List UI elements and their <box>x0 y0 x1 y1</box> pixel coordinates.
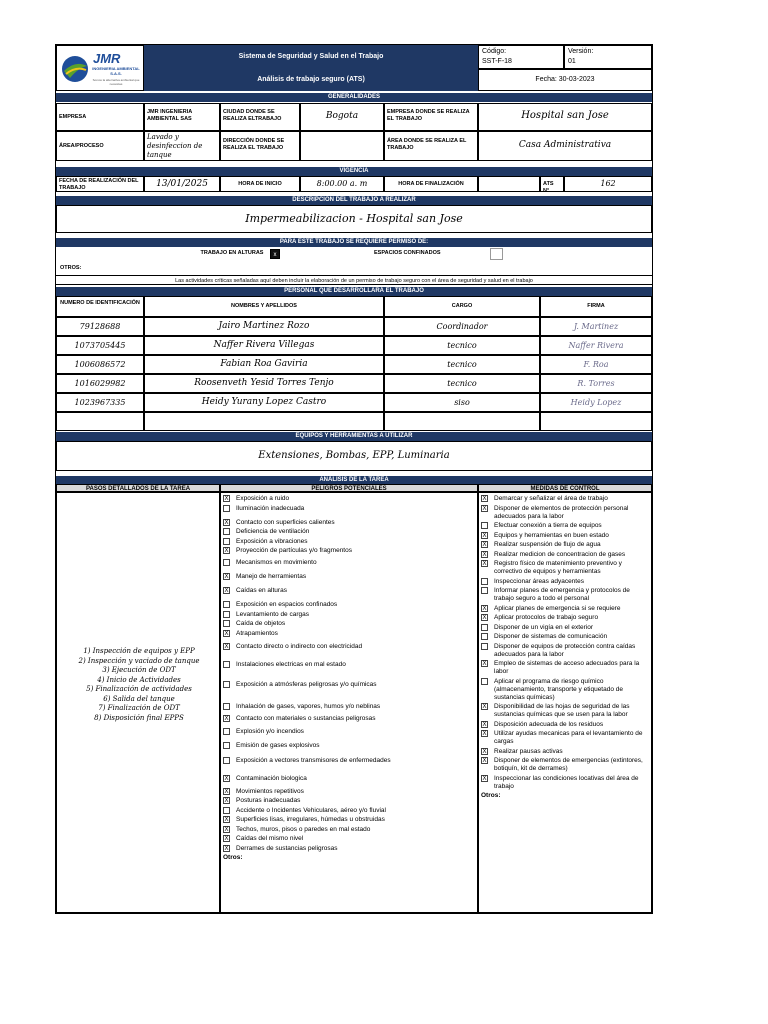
checklist-item <box>223 703 475 711</box>
checklist-item <box>223 538 475 546</box>
checklist-label: Disponibilidad de las hojas de seguridad de las sustancias químicas que se usen para la labor <box>494 703 630 718</box>
checklist-label: Caídas en alturas <box>236 587 287 594</box>
checklist-item <box>223 519 475 527</box>
area-trabajo-value: Casa Administrativa <box>478 131 652 161</box>
checkbox[interactable]: X <box>224 588 229 594</box>
direccion-label: DIRECCIÓN DONDE SE REALIZA EL TRABAJO <box>220 131 300 161</box>
checkbox[interactable] <box>223 703 230 710</box>
peligros-cell <box>220 492 478 913</box>
paso-item: 4) Inicio de Actividades <box>97 675 181 684</box>
paso-item: 5) Finalización de actividades <box>86 685 192 693</box>
checkbox[interactable] <box>223 505 230 512</box>
col-firma: FIRMA <box>540 296 652 317</box>
checkbox[interactable] <box>223 661 230 668</box>
checklist-label: Derrames de sustancias peligrosas <box>236 844 338 852</box>
checklist-label: Posturas inadecuadas <box>236 797 301 804</box>
checkbox[interactable] <box>223 620 230 627</box>
checklist-item <box>223 788 475 796</box>
direccion-value <box>300 131 384 161</box>
checklist-label: Exposición a ruido <box>236 495 290 502</box>
checkbox[interactable] <box>223 807 230 814</box>
checklist-item <box>223 826 475 834</box>
personal-id-cell: 79128688 <box>56 317 144 336</box>
personal-cargo-cell: tecnico <box>384 355 540 374</box>
checklist-label: Techos, muros, pisos o paredes en mal estado <box>236 825 371 833</box>
fecha-label: FECHA DE REALIZACIÓN DEL TRABAJO <box>56 176 144 192</box>
checklist-item <box>481 678 649 702</box>
paso-item: 6) Salida del tanque <box>103 694 175 703</box>
checkbox[interactable]: X <box>224 496 229 502</box>
checklist-label: Movimientos repetitivos <box>236 787 304 795</box>
personal-id-cell: 1016029982 <box>56 374 144 393</box>
personal-cargo-cell: siso <box>384 393 540 412</box>
checkbox[interactable] <box>481 643 488 650</box>
checklist-item <box>223 620 475 628</box>
checkbox[interactable]: X <box>482 748 487 755</box>
personal-name-cell <box>144 412 384 431</box>
checkbox[interactable]: X <box>224 574 229 580</box>
checklist-item <box>481 660 649 676</box>
checkbox[interactable]: X <box>482 561 487 567</box>
checklist-item <box>481 505 649 521</box>
checkbox[interactable] <box>481 578 488 585</box>
medidas-cell <box>478 492 652 913</box>
personal-id-cell: 1006086572 <box>56 355 144 374</box>
version-label: Versión: <box>568 48 594 55</box>
paso-item: 3) Ejecución de ODT <box>102 666 176 674</box>
paso-item: 1) Inspección de equipos y EPP <box>83 647 195 655</box>
personal-name-cell: Naffer Rivera Villegas <box>144 336 384 355</box>
checkbox[interactable] <box>223 757 230 764</box>
col-medidas: MEDIDAS DE CONTROL <box>478 484 652 492</box>
checkbox[interactable]: X <box>482 615 487 621</box>
paso-item: 7) Finalización de ODT <box>98 704 180 712</box>
checklist-label: Emisión de gases explosivos <box>236 741 320 749</box>
logo-cell <box>56 45 144 91</box>
personal-id-cell: 1023967335 <box>56 393 144 412</box>
checkbox[interactable] <box>223 538 230 545</box>
checklist-label: Efectuar conexión a tierra de equipos <box>494 522 602 529</box>
personal-signature-cell: F. Roa <box>540 355 652 374</box>
empresa-trabajo-value: Hospital san Jose <box>478 103 652 131</box>
col-peligros: PELIGROS POTENCIALES <box>220 484 478 492</box>
checkbox[interactable]: X <box>482 532 487 539</box>
checklist-label: Realizar pausas activas <box>494 747 563 755</box>
checkbox[interactable]: X <box>482 731 487 737</box>
personal-cargo-cell: tecnico <box>384 336 540 355</box>
checkbox[interactable]: X <box>482 542 487 548</box>
checkbox[interactable] <box>481 678 488 685</box>
checkbox[interactable]: X <box>482 505 487 512</box>
checkbox[interactable]: X <box>482 605 487 612</box>
empresa-trabajo-label: EMPRESA DONDE SE REALIZA EL TRABAJO <box>384 103 478 131</box>
personal-signature-cell: J. Martinez <box>540 317 652 336</box>
checklist-item <box>223 835 475 843</box>
code-label: Código: <box>482 48 507 55</box>
checklist-item <box>223 797 475 805</box>
checkbox[interactable]: X <box>482 661 487 667</box>
checklist-label: Registro físico de matenimiento preventivo y correctivo de equipos y herramientas <box>494 560 622 575</box>
personal-name-cell: Fabian Roa Gaviria <box>144 355 384 374</box>
alturas-checkbox[interactable]: x <box>270 249 280 259</box>
checkbox[interactable]: X <box>482 704 487 710</box>
checkbox[interactable]: X <box>482 721 487 728</box>
checklist-item <box>223 505 475 513</box>
checklist-item <box>481 775 649 791</box>
checkbox[interactable]: X <box>224 845 229 852</box>
checklist-item <box>481 495 649 503</box>
checklist-label: Contaminación biologica <box>236 774 307 782</box>
confinados-label: ESPACIOS CONFINADOS <box>374 250 441 256</box>
checklist-item <box>223 816 475 824</box>
checkbox[interactable]: X <box>224 836 229 842</box>
area-trabajo-label: ÁREA DONDE SE REALIZA EL TRABAJO <box>384 131 478 161</box>
hora-inicio-label: HORA DE INICIO <box>220 176 300 192</box>
col-cargo: CARGO <box>384 296 540 317</box>
document-title: Análisis de trabajo seguro (ATS) <box>144 69 478 91</box>
checklist-item <box>481 721 649 729</box>
ciudad-value: Bogota <box>300 103 384 131</box>
checklist-label: Disponer de elementos de protección personal adecuados para la labor <box>494 504 629 520</box>
section-permiso: PARA ESTE TRABAJO SE REQUIERE PERMISO DE: <box>56 238 652 247</box>
checklist-label: Contacto con superficies calientes <box>236 518 335 526</box>
checklist-item <box>481 541 649 549</box>
personal-cargo-cell: Coordinador <box>384 317 540 336</box>
checklist-item <box>481 703 649 719</box>
checklist-item <box>223 807 475 815</box>
checklist-label: Disponer de equipos de protección contra caídas adecuados para la labor <box>494 642 636 658</box>
checklist-label: Exposición a vibraciones <box>236 537 308 545</box>
checklist-item <box>223 681 475 689</box>
checkbox[interactable]: X <box>224 817 229 823</box>
peligros-otros: Otros: <box>223 854 243 861</box>
checklist-item <box>481 605 649 613</box>
checkbox[interactable]: X <box>224 826 229 833</box>
logo-subtext: INGENIERIA AMBIENTAL S.A.S. <box>92 66 140 76</box>
checklist-item <box>481 532 649 540</box>
checkbox[interactable] <box>481 587 488 594</box>
checklist-label: Disponer de sistemas de comunicación <box>494 633 608 640</box>
checklist-item <box>481 748 649 756</box>
checklist-label: Contacto con materiales o sustancias peligrosas <box>236 714 376 722</box>
section-vigencia: VIGENCIA <box>56 167 652 176</box>
checklist-item <box>481 614 649 622</box>
checklist-item <box>481 551 649 559</box>
checkbox[interactable] <box>481 633 488 640</box>
checklist-label: Disponer de elementos de emergencias (extintores, botiquín, kit de derrames) <box>494 757 643 772</box>
personal-cargo-cell: tecnico <box>384 374 540 393</box>
checklist-label: Inspeccionar las condiciones locativas del área de trabajo <box>494 774 639 790</box>
checklist-label: Mecanismos en movimiento <box>236 559 317 566</box>
personal-id-cell: 1073705445 <box>56 336 144 355</box>
checkbox[interactable]: X <box>482 775 487 782</box>
checkbox[interactable]: X <box>224 775 229 782</box>
checklist-item <box>223 728 475 736</box>
checklist-item <box>223 587 475 595</box>
ats-label: ATS N° <box>540 176 564 192</box>
medidas-list <box>481 495 649 791</box>
ats-form <box>55 44 653 914</box>
checklist-label: Equipos y herramientas en buen estado <box>494 531 609 539</box>
empresa-value: JMR INGENIERIA AMBIENTAL SAS <box>144 103 220 131</box>
checklist-label: Aplicar planes de emergencia si se requiere <box>494 604 621 612</box>
version-cell <box>564 45 652 69</box>
personal-signature-cell: Naffer Rivera <box>540 336 652 355</box>
checklist-item <box>223 715 475 723</box>
empresa-label: EMPRESA <box>56 103 144 131</box>
checklist-item <box>223 845 475 853</box>
checkbox[interactable] <box>223 528 230 535</box>
otros-label: OTROS: <box>60 265 82 271</box>
logo-tagline: Somos la alternativa ambiental que necesitas <box>92 78 140 86</box>
alturas-label: TRABAJO EN ALTURAS <box>200 250 264 256</box>
checklist-label: Exposición a vectores transmisores de enfermedades <box>236 756 391 764</box>
checkbox[interactable]: X <box>224 630 229 637</box>
checkbox[interactable] <box>481 522 488 529</box>
checkbox[interactable]: X <box>482 551 487 558</box>
section-equipos: EQUIPOS Y HERRAMIENTAS A UTILIZAR <box>56 432 652 441</box>
checkbox[interactable]: X <box>482 758 487 764</box>
peligros-list <box>223 495 475 853</box>
checklist-label: Proyección de partículas y/o fragmentos <box>236 547 352 554</box>
code-cell <box>478 45 564 69</box>
checklist-label: Disponer de un vigía en el exterior <box>494 623 594 631</box>
col-identificacion: NUMERO DE IDENTIFICACIÓN <box>56 296 144 317</box>
personal-signature-cell: Heidy Lopez <box>540 393 652 412</box>
descripcion-value: Impermeabilizacion - Hospital san Jose <box>56 205 652 233</box>
checklist-label: Aplicar protocolos de trabajo seguro <box>494 614 599 621</box>
personal-name-cell: Jairo Martinez Rozo <box>144 317 384 336</box>
checklist-label: Iluminación inadecuada <box>236 504 305 512</box>
checklist-label: Utilizar ayudas mecanicas para el levantamiento de cargas <box>494 730 643 745</box>
date-cell: Fecha: 30-03-2023 <box>478 69 652 91</box>
system-title: Sistema de Seguridad y Salud en el Trabajo <box>144 45 478 69</box>
checklist-label: Aplicar el programa de riesgo químico (almacenamiento, transporte y etiquetado de sustancias químicas) <box>494 677 623 701</box>
checklist-label: Empleo de sistemas de acceso adecuados para la labor <box>494 660 640 675</box>
checklist-label: Superficies lisas, irregulares, húmedas u obstruidas <box>236 816 385 823</box>
personal-cargo-cell <box>384 412 540 431</box>
checklist-label: Deficiencia de ventilación <box>236 528 310 535</box>
personal-signature-cell <box>540 412 652 431</box>
equipos-value: Extensiones, Bombas, EPP, Luminaria <box>56 441 652 471</box>
checkbox[interactable]: X <box>224 798 229 804</box>
checkbox[interactable]: X <box>224 519 229 526</box>
checklist-label: Explosión y/o incendios <box>236 727 304 735</box>
col-nombres: NOMBRES Y APELLIDOS <box>144 296 384 317</box>
code-value: SST-F-18 <box>482 58 512 65</box>
checklist-label: Accidente o Incidentes Vehiculares, aéreo y/o fluvial <box>236 806 386 814</box>
checklist-item <box>223 601 475 609</box>
checklist-item <box>223 528 475 536</box>
hora-fin-label: HORA DE FINALIZACIÓN <box>384 176 478 192</box>
checkbox[interactable] <box>223 559 230 566</box>
checkbox[interactable] <box>223 681 230 688</box>
checklist-item <box>223 775 475 783</box>
checklist-item <box>481 587 649 603</box>
section-personal: PERSONAL QUE DESARROLLARÁ EL TRABAJO <box>56 287 652 296</box>
col-pasos: PASOS DETALLADOS DE LA TAREA <box>56 484 220 492</box>
checkbox[interactable] <box>223 742 230 749</box>
hora-fin-value <box>478 176 540 192</box>
checkbox[interactable]: X <box>482 496 487 502</box>
paso-item: 8) Disposición final EPPS <box>94 713 184 722</box>
checkbox[interactable]: X <box>224 715 229 722</box>
checklist-label: Demarcar y señalizar el área de trabajo <box>494 495 608 502</box>
personal-id-cell <box>56 412 144 431</box>
checklist-label: Realizar medicion de concentracion de gases <box>494 550 626 558</box>
checklist-label: Caída de objetos <box>236 620 286 627</box>
checkbox[interactable]: X <box>224 788 229 795</box>
checkbox[interactable] <box>223 728 230 735</box>
section-analisis: ANÁLISIS DE LA TAREA <box>56 476 652 484</box>
checklist-item <box>481 757 649 773</box>
ciudad-label: CIUDAD DONDE SE REALIZA ELTRABAJO <box>220 103 300 131</box>
checklist-label: Contacto directo o indirecto con electricidad <box>236 642 363 650</box>
personal-signature-cell: R. Torres <box>540 374 652 393</box>
checklist-label: Caídas del mismo nivel <box>236 835 304 842</box>
hora-inicio-value: 8:00.00 a. m <box>300 176 384 192</box>
checklist-item <box>481 624 649 632</box>
checklist-label: Instalaciones electricas en mal estado <box>236 660 346 668</box>
ats-value: 162 <box>564 176 652 192</box>
checkbox[interactable] <box>481 624 488 631</box>
section-generalidades: GENERALIDADES <box>56 93 652 102</box>
logo-text: JMR <box>93 51 121 66</box>
checklist-label: Disposición adecuada de los residuos <box>494 720 604 728</box>
checklist-item <box>481 578 649 586</box>
paso-item: 2) Inspección y vaciado de tanque <box>78 656 200 665</box>
checklist-label: Informar planes de emergencia y protocolos de trabajo seguro a todo el personal <box>494 587 630 602</box>
checklist-item <box>481 522 649 530</box>
version-value: 01 <box>568 58 576 65</box>
checklist-label: Atrapamientos <box>236 629 278 637</box>
medidas-otros: Otros: <box>481 792 501 799</box>
fecha-value: 13/01/2025 <box>144 176 220 192</box>
checklist-item <box>223 547 475 555</box>
checklist-item <box>481 643 649 659</box>
checklist-item <box>223 661 475 669</box>
checkbox[interactable] <box>223 601 230 608</box>
checklist-item <box>223 757 475 765</box>
confinados-checkbox[interactable] <box>490 248 503 260</box>
checkbox[interactable] <box>223 611 230 618</box>
checkbox[interactable]: X <box>224 548 229 554</box>
checklist-item <box>223 611 475 619</box>
pasos-list <box>61 647 217 723</box>
pasos-cell <box>56 492 220 913</box>
company-logo-icon <box>60 54 90 84</box>
personal-name-cell: Roosenveth Yesid Torres Tenjo <box>144 374 384 393</box>
checklist-item <box>223 495 475 503</box>
permiso-note: Las actividades críticas señaladas aquí deben incluir la elaboración de un permiso de trabajo seguro con el área de seguridad y salud en el trabajo <box>56 275 652 285</box>
checkbox[interactable]: X <box>224 643 229 650</box>
checklist-label: Levantamiento de cargas <box>236 610 309 618</box>
area-value: Lavado y desinfeccion de tanque <box>144 131 220 161</box>
checklist-item <box>223 559 475 567</box>
checklist-label: Inspeccionar áreas adyacentes <box>494 577 584 585</box>
checklist-label: Exposición a atmósferas peligrosas y/o químicas <box>236 680 377 688</box>
checklist-label: Inhalación de gases, vapores, humos y/o neblinas <box>236 702 381 710</box>
personal-name-cell: Heidy Yurany Lopez Castro <box>144 393 384 412</box>
checklist-label: Realizar suspensión de flujo de agua <box>494 541 601 548</box>
checklist-item <box>481 730 649 746</box>
checklist-item <box>223 742 475 750</box>
checklist-item <box>223 643 475 651</box>
checklist-label: Exposición en espacios confinados <box>236 601 338 608</box>
checklist-label: Manejo de herramientas <box>236 573 307 580</box>
section-descripcion: DESCRIPCIÓN DEL TRABAJO A REALIZAR <box>56 196 652 205</box>
checklist-item <box>481 633 649 641</box>
checklist-item <box>481 560 649 576</box>
checklist-item <box>223 630 475 638</box>
area-label: ÁREA/PROCESO <box>56 131 144 161</box>
checklist-item <box>223 573 475 581</box>
